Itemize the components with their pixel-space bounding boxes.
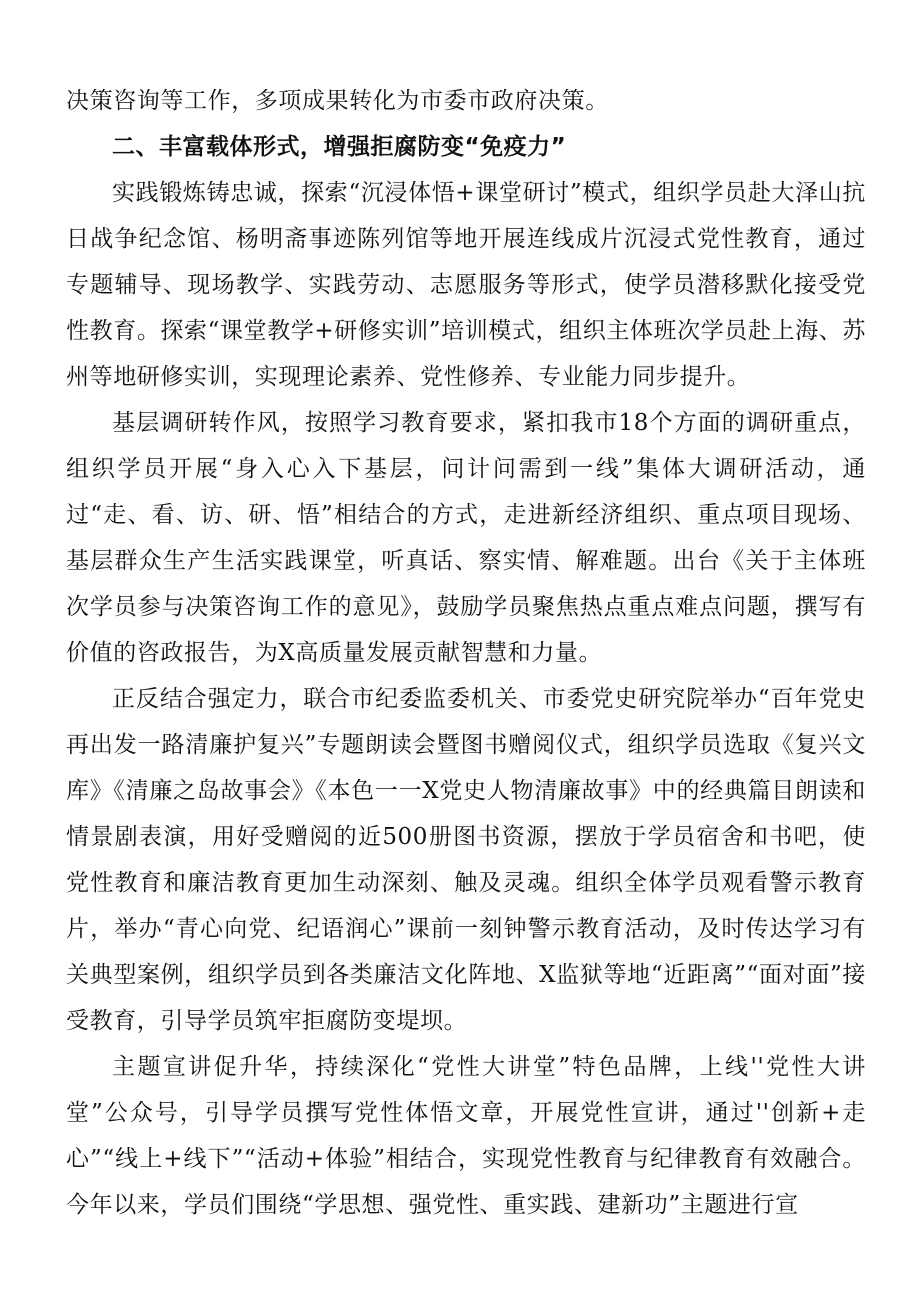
continuation-text: 决策咨询等工作，多项成果转化为市委市政府决策。 <box>66 88 609 114</box>
section-heading: 二、丰富载体形式，增强拒腐防变“免疫力” <box>112 134 567 160</box>
paragraph-research: 基层调研转作风，按照学习教育要求，紧扣我市18个方面的调研重点，组织学员开展“身入心入下基层，问计问需到一线”集体大调研活动，通过“走、看、访、研、悟”相结合的方式，走进新经济组织、重点项目现场、基层群众生产生活实践课堂，听真话、察实情、解难题。出台《关于主体班次学员参与决策咨询工作的意见》，鼓励学员聚焦热点重点难点问题，撰写有价值的咨政报告，为X高质量发展贡献智慧和力量。 <box>66 410 866 666</box>
document-page <box>66 78 866 1228</box>
paragraph-practice: 实践锻炼铸忠诚，探索“沉浸体悟+课堂研讨”模式，组织学员赴大泽山抗日战争纪念馆、杨明斋事迹陈列馆等地开展连线成片沉浸式党性教育，通过专题辅导、现场教学、实践劳动、志愿服务等形式，使学员潜移默化接受党性教育。探索“课堂教学+研修实训”培训模式，组织主体班次学员赴上海、苏州等地研修实训，实现理论素养、党性修养、专业能力同步提升。 <box>66 180 866 390</box>
paragraph-lecture: 主题宣讲促升华，持续深化“党性大讲堂”特色品牌，上线''党性大讲堂”公众号，引导学员撰写党性体悟文章，开展党性宣讲，通过''创新+走心”“线上+线下”“活动+体验”相结合，实现党性教育与纪律教育有效融合。今年以来，学员们围绕“学思想、强党性、重实践、建新功”主题进行宣 <box>66 1054 866 1218</box>
paragraph-integrity: 正反结合强定力，联合市纪委监委机关、市委党史研究院举办“百年党史再出发一路清廉护复兴”专题朗读会暨图书赠阅仪式，组织学员选取《复兴文库》《清廉之岛故事会》《本色一一X党史人物清廉故事》中的经典篇目朗读和情景剧表演，用好受赠阅的近500册图书资源，摆放于学员宿舍和书吧，使党性教育和廉洁教育更加生动深刻、触及灵魂。组织全体学员观看警示教育片，举办“青心向党、纪语润心”课前一刻钟警示教育活动，及时传达学习有关典型案例，组织学员到各类廉洁文化阵地、X监狱等地“近距离”“面对面”接受教育，引导学员筑牢拒腐防变堤坝。 <box>66 686 866 1034</box>
